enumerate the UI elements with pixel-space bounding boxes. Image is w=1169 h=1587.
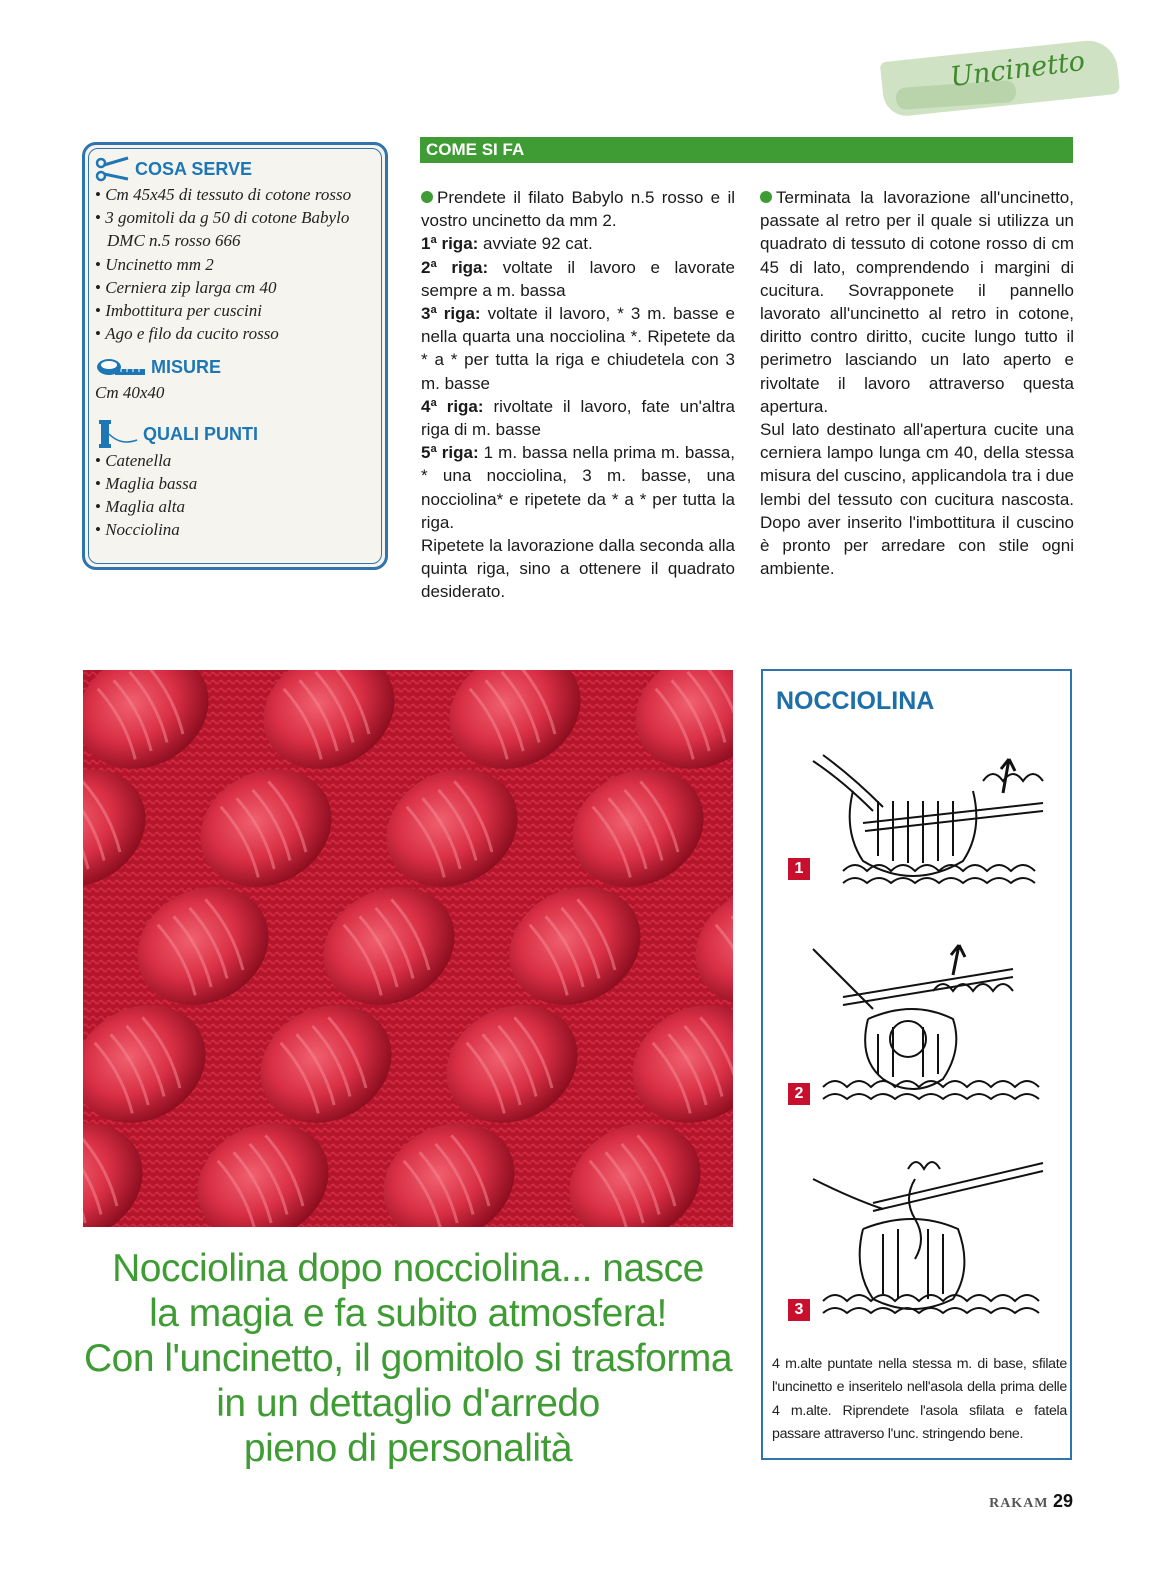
step-number-badge: 3 — [788, 1299, 810, 1321]
crochet-photo — [83, 670, 733, 1227]
caption-line: Con l'uncinetto, il gomitolo si trasforma — [83, 1337, 733, 1380]
page-folio — [989, 1491, 1073, 1512]
caption-line: pieno di personalità — [243, 1427, 573, 1470]
paragraph: Terminata la lavorazione all'uncinetto, passate al retro per il quale si utilizza un quadrato di tessuto di cotone rosso di cm 45 di lato, comprendendo i margini di cucitura. Sovrapponete il pannello lavorato all'uncinetto al retro in cotone, diritto contro diritto, cucite lungo tutto il perimetro lasciando un lato aperto e rivoltate il lavoro attraverso questa apertura. — [760, 188, 1074, 416]
materials-box — [82, 142, 388, 570]
list-item: • Maglia alta — [95, 495, 377, 518]
intro-paragraph: Prendete il filato Babylo n.5 rosso e il vostro uncinetto da mm 2. — [421, 188, 735, 231]
green-bullet-icon — [421, 191, 433, 203]
step-3-illustration — [803, 1159, 1063, 1329]
section-tag — [876, 30, 1126, 110]
diagram-note: 4 m.alte puntate nella stessa m. di base, sfilate l'uncinetto e inseritelo nell'asola della prima delle 4 m.alte. Riprendete l'asola sfilata e fatela passare attraverso l'unc. stringendo bene. — [772, 1356, 1067, 1443]
list-item: • 3 gomitoli da g 50 di cotone Babylo DMC n.5 rosso 666 — [95, 206, 377, 252]
step-number-badge: 1 — [788, 858, 810, 880]
list-item: • Cm 45x45 di tessuto di cotone rosso — [95, 183, 377, 206]
thread-spool-icon — [95, 420, 139, 450]
section-label: Uncinetto — [948, 45, 1087, 94]
puff-stitch-image — [83, 670, 733, 1227]
list-item: • Nocciolina — [95, 518, 377, 541]
list-item: • Maglia bassa — [95, 472, 377, 495]
row-instruction: 4ª riga: rivoltate il lavoro, fate un'altra riga di m. basse — [421, 396, 735, 440]
stitch-list — [95, 449, 377, 542]
row-instruction: 3ª riga: voltate il lavoro, * 3 m. basse e nella quarta una nocciolina *. Ripetete da * a * per tutta la riga e chiudetela con 3 m. basse — [421, 304, 735, 393]
step-2-illustration — [803, 939, 1063, 1109]
instructions-column-1 — [421, 186, 735, 604]
row-instruction: 1ª riga: avviate 92 cat. — [421, 234, 593, 254]
photo-caption — [83, 1246, 733, 1471]
green-bullet-icon — [760, 191, 772, 203]
instructions-column-2 — [760, 186, 1074, 580]
materials-list — [95, 183, 377, 345]
quali-punti-heading: QUALI PUNTI — [95, 421, 377, 449]
list-item: • Uncinetto mm 2 — [95, 253, 377, 276]
paragraph: Sul lato destinato all'apertura cucite una cerniera lampo lunga cm 40, della stessa misura del cuscino, applicandola tra i due lembi del tessuto con cucitura nascosta. Dopo aver inserito l'imbottitura il cuscino è pronto per arredare con stile ogni ambiente. — [760, 420, 1074, 579]
outro-paragraph: Ripetete la lavorazione dalla seconda alla quinta riga, sino a ottenere il quadrato desiderato. — [421, 536, 735, 602]
page-number: 29 — [1052, 1491, 1073, 1511]
howto-heading: COME SI FA — [420, 137, 1073, 163]
misure-heading: MISURE — [95, 353, 377, 381]
list-item: • Catenella — [95, 449, 377, 472]
row-instruction: 2ª riga: voltate il lavoro e lavorate sempre a m. bassa — [421, 257, 735, 300]
caption-line: in un dettaglio d'arredo — [216, 1382, 600, 1425]
magazine-name: RAKAM — [989, 1496, 1049, 1511]
row-instruction: 5ª riga: 1 m. bassa nella prima m. bassa, * una nocciolina, 3 m. basse, una nocciolina* e ripetete da * a * per tutta la riga. — [421, 443, 735, 532]
cosa-serve-heading: COSA SERVE — [95, 155, 377, 183]
stitch-diagram-box — [761, 669, 1072, 1460]
step-number-badge: 2 — [788, 1083, 810, 1105]
caption-line: Nocciolina dopo nocciolina... nasce — [112, 1247, 704, 1290]
diagram-title: NOCCIOLINA — [776, 687, 935, 715]
caption-line: la magia e fa subito atmosfera! — [149, 1292, 667, 1335]
list-item: • Cerniera zip larga cm 40 — [95, 276, 377, 299]
list-item: • Imbottitura per cuscini — [95, 299, 377, 322]
misure-value: Cm 40x40 — [95, 383, 165, 403]
tape-measure-icon — [95, 355, 147, 379]
scissors-icon — [95, 155, 131, 183]
list-item: • Ago e filo da cucito rosso — [95, 322, 377, 345]
step-1-illustration — [803, 751, 1063, 891]
